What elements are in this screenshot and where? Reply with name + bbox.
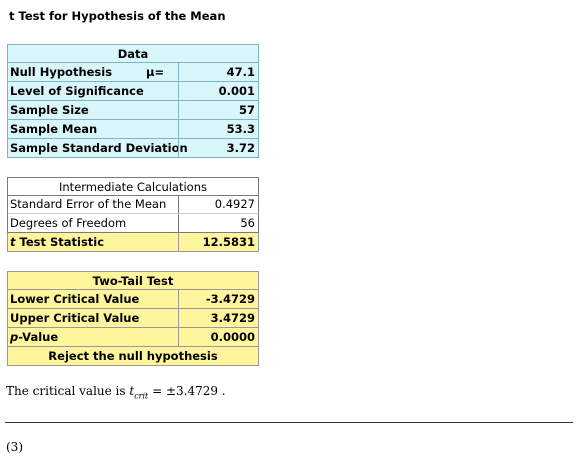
value-cell: [178, 233, 258, 251]
horizontal-rule: [5, 422, 573, 423]
row-label: [10, 233, 104, 251]
statement-value: = ±3.4729 .: [148, 384, 226, 398]
row-label: Sample Standard Deviation: [10, 141, 188, 155]
value-cell: [178, 82, 258, 100]
value-cell: [178, 139, 258, 157]
sheet-title: t Test for Hypothesis of the Mean: [9, 9, 226, 23]
data-row: [7, 120, 259, 139]
critical-value-statement: [6, 384, 226, 400]
intermediate-row: [7, 214, 259, 233]
value-cell: [178, 101, 258, 119]
row-label: Upper Critical Value: [10, 311, 140, 325]
conclusion-row: [7, 347, 259, 366]
data-header-row: [7, 44, 259, 63]
row-value: 0.4927: [214, 197, 255, 211]
row-label: Null Hypothesis: [10, 65, 113, 79]
label-text: -Value: [18, 330, 59, 344]
row-value: 0.0000: [210, 330, 255, 344]
two-tail-header-row: [7, 271, 259, 290]
value-cell: [178, 120, 258, 138]
two-tail-row: [7, 328, 259, 347]
row-value: 57: [238, 103, 255, 117]
row-label: Sample Mean: [10, 122, 98, 136]
row-value: 12.5831: [202, 235, 255, 249]
row-value: 56: [240, 216, 255, 230]
data-row: [7, 82, 259, 101]
row-value: 53.3: [226, 122, 255, 136]
data-header: Data: [117, 47, 149, 61]
conclusion-text: Reject the null hypothesis: [48, 349, 218, 363]
statement-variable: t: [129, 384, 135, 398]
row-label: Degrees of Freedom: [10, 216, 127, 230]
data-row: [7, 101, 259, 120]
label-variable: p: [10, 330, 19, 344]
value-cell: [178, 290, 258, 308]
value-cell: [178, 195, 258, 213]
row-value: 0.001: [218, 84, 255, 98]
intermediate-header-row: [7, 177, 259, 196]
statement-prefix: The critical value is: [6, 384, 130, 398]
row-value: 47.1: [226, 65, 255, 79]
data-row: [7, 63, 259, 82]
row-label: Standard Error of the Mean: [10, 197, 167, 211]
row-value: 3.4729: [210, 311, 255, 325]
statement-subscript: crit: [134, 391, 149, 401]
row-label: Level of Significance: [10, 84, 144, 98]
footnote-number: (3): [6, 440, 23, 454]
row-value: -3.4729: [205, 292, 255, 306]
title-row: [7, 7, 259, 26]
value-cell: [178, 309, 258, 327]
value-cell: [178, 214, 258, 232]
row-label: Lower Critical Value: [10, 292, 140, 306]
value-cell: [178, 63, 258, 81]
label-variable: t: [10, 235, 16, 249]
label-text: Test Statistic: [15, 235, 105, 249]
two-tail-header: Two-Tail Test: [92, 274, 174, 288]
two-tail-row: [7, 309, 259, 328]
intermediate-header: Intermediate Calculations: [59, 180, 207, 194]
intermediate-row: [7, 195, 259, 214]
row-symbol: µ=: [146, 65, 165, 79]
two-tail-row: [7, 290, 259, 309]
row-value: 3.72: [226, 141, 255, 155]
row-label: Sample Size: [10, 103, 89, 117]
value-cell: [178, 328, 258, 346]
data-row: [7, 139, 259, 158]
test-statistic-row: [7, 233, 259, 252]
row-label: [10, 328, 58, 346]
